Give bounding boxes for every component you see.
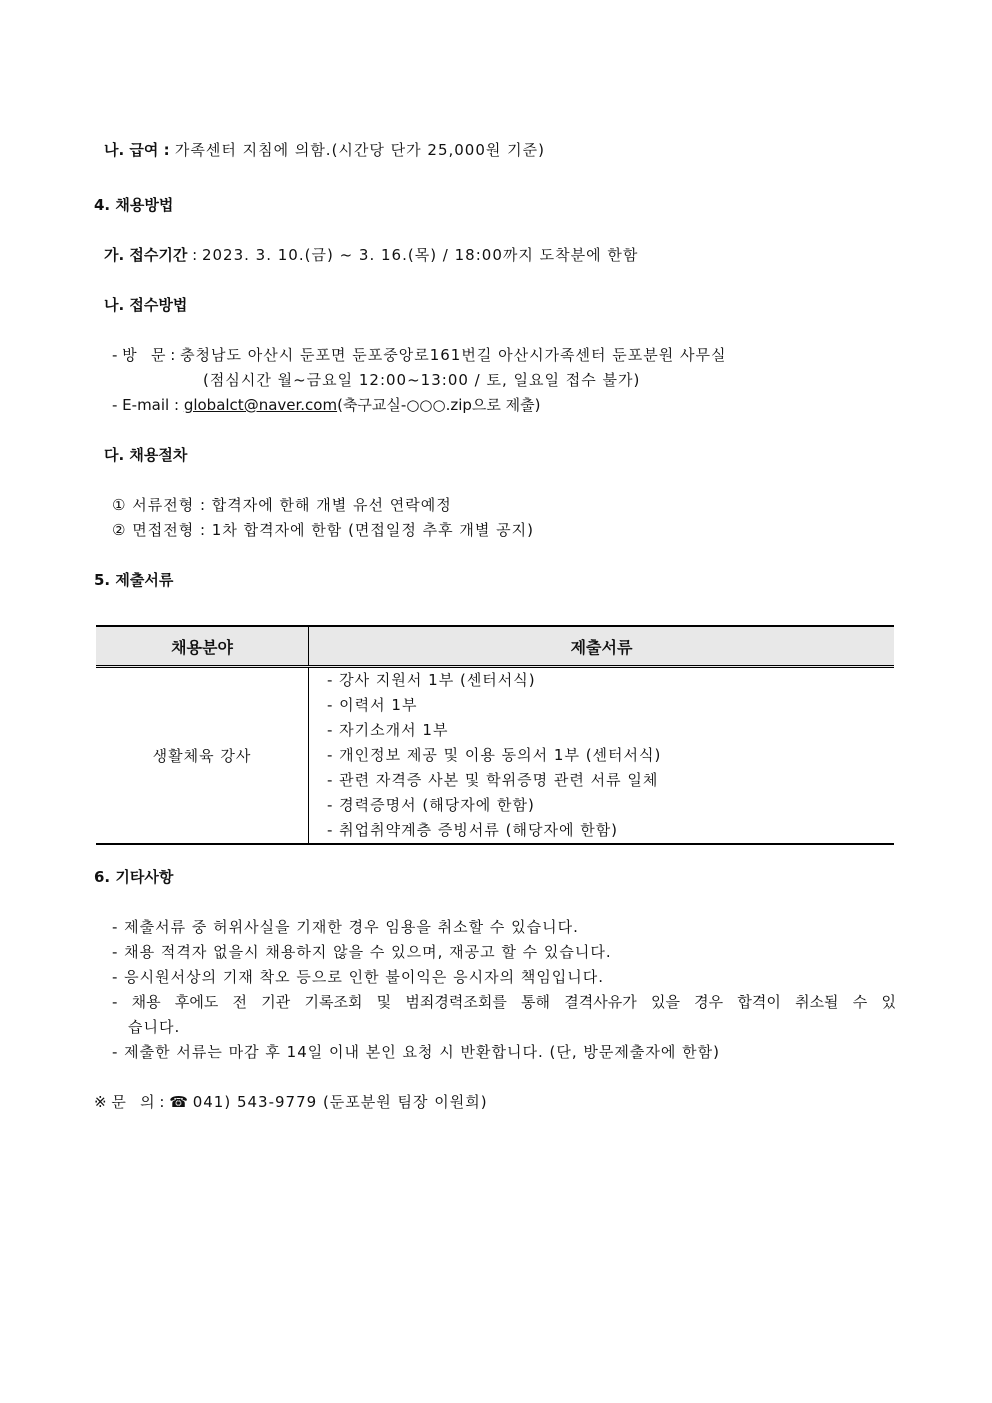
notice-item: - 채용 후에도 전 기관 기록조회 및 범죄경력조회를 통해 결격사유가 있을 경우 합격이 취소될 수 있	[112, 993, 896, 1011]
documents-table	[96, 625, 894, 845]
visit-address: 충청남도 아산시 둔포면 둔포중앙로161번길 아산시가족센터 둔포분원 사무실	[180, 346, 727, 364]
salary-text: 가족센터 지침에 의함.(시간당 단가 25,000원 기준)	[174, 141, 545, 159]
section4-title: 4. 채용방법	[94, 196, 174, 214]
period-line: 가. 접수기간 : 2023. 3. 10.(금) ~ 3. 16.(목) / 18:00까지 도착분에 한함	[104, 246, 639, 264]
contact-line	[94, 1092, 488, 1112]
section6-title: 6. 기타사항	[94, 868, 174, 886]
email-label: - E-mail	[112, 396, 170, 414]
step-number: ①	[112, 496, 127, 514]
notice-item: - 제출서류 중 허위사실을 기재한 경우 임용을 취소할 수 있습니다.	[112, 918, 579, 936]
field-cell: 생활체육 강사	[96, 667, 309, 845]
procedure-step-2	[112, 520, 534, 540]
list-item: - 취업취약계층 증빙서류 (해당자에 한함)	[327, 821, 619, 839]
email-line: - E-mail : globalct@naver.com(축구교실-○○○.zip으로 제출)	[112, 396, 541, 414]
notice-item-continued: 습니다.	[128, 1018, 181, 1036]
list-item: - 자기소개서 1부	[327, 721, 449, 739]
period-label: 가. 접수기간	[104, 246, 188, 264]
table-row	[96, 667, 894, 845]
salary-line: 나. 급여 : 가족센터 지침에 의함.(시간당 단가 25,000원 기준)	[104, 141, 545, 159]
table-header-row	[96, 626, 894, 667]
step-text: 서류전형 : 합격자에 한해 개별 유선 연락예정	[132, 496, 452, 514]
step-number: ②	[112, 521, 127, 539]
list-item: - 관련 자격증 사본 및 학위증명 관련 서류 일체	[327, 771, 659, 789]
phone-icon: ☎	[169, 1093, 188, 1111]
contact-text: 041) 543-9779 (둔포분원 팀장 이원희)	[192, 1093, 488, 1111]
visit-label: - 방 문	[112, 346, 166, 364]
contact-prefix: ※ 문 의 :	[94, 1093, 165, 1111]
step-text: 면접전형 : 1차 합격자에 한함 (면접일정 추후 개별 공지)	[132, 521, 534, 539]
list-item: - 이력서 1부	[327, 696, 418, 714]
notice-item: - 응시원서상의 기재 착오 등으로 인한 불이익은 응시자의 책임입니다.	[112, 968, 605, 986]
list-item: - 강사 지원서 1부 (센터서식)	[327, 671, 536, 689]
salary-label: 나. 급여	[104, 141, 159, 159]
documents-list	[309, 668, 894, 843]
method-title: 나. 접수방법	[104, 296, 188, 314]
procedure-title: 다. 채용절차	[104, 446, 188, 464]
procedure-step-1	[112, 495, 452, 515]
email-note: (축구교실-○○○.zip으로 제출)	[337, 396, 541, 414]
list-item: - 경력증명서 (해당자에 한함)	[327, 796, 535, 814]
section5-title: 5. 제출서류	[94, 571, 174, 589]
list-item: - 개인정보 제공 및 이용 동의서 1부 (센터서식)	[327, 746, 662, 764]
header-documents: 제출서류	[309, 626, 895, 667]
visit-note: (점심시간 월~금요일 12:00~13:00 / 토, 일요일 접수 불가)	[203, 371, 641, 389]
notice-item: - 제출한 서류는 마감 후 14일 이내 본인 요청 시 반환합니다. (단, 방문제출자에 한함)	[112, 1043, 720, 1061]
email-link[interactable]: globalct@naver.com	[183, 396, 338, 414]
header-field: 채용분야	[96, 626, 309, 667]
documents-cell	[309, 667, 895, 845]
notice-item: - 채용 적격자 없을시 채용하지 않을 수 있으며, 재공고 할 수 있습니다.	[112, 943, 612, 961]
period-text: 2023. 3. 10.(금) ~ 3. 16.(목) / 18:00까지 도착분에 한함	[201, 246, 639, 264]
visit-line: - 방 문 : 충청남도 아산시 둔포면 둔포중앙로161번길 아산시가족센터 둔포분원 사무실	[112, 346, 727, 364]
